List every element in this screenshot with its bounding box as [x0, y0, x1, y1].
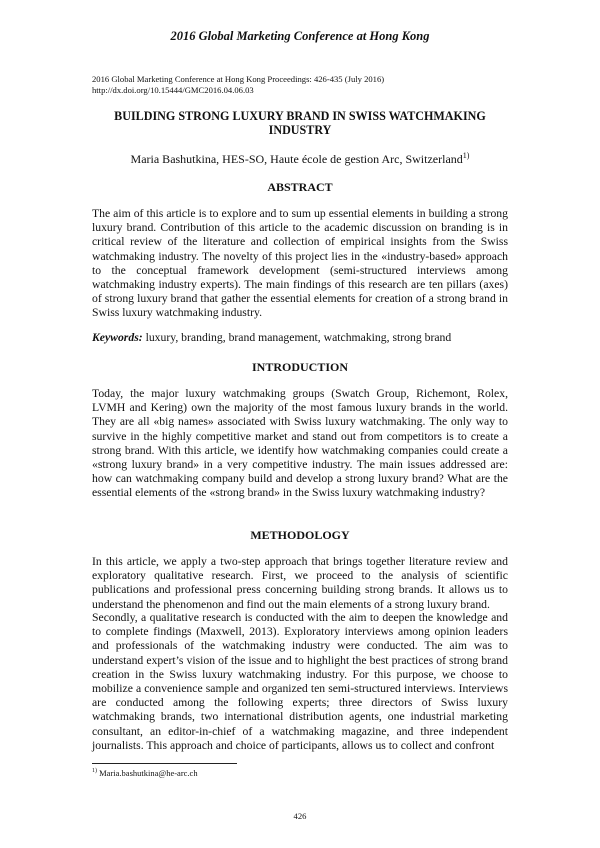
keywords-line [92, 331, 508, 345]
footnote-email[interactable]: Maria.bashutkina@he-arc.ch [97, 768, 198, 778]
author-footnote-mark: 1) [462, 151, 470, 160]
methodology-paragraph-2: Secondly, a qualitative research is conducted with the aim to deepen the knowledge and to complete findings (Maxwell, 2013). Exploratory interviews among opinion leaders and professionals of the watchmaking industry were conducted. The aim was to understand expert’s vision of the issue and to highlight the best practices of strong brand creation in the Swiss luxury watchmaking industry. For this purpose, we choose to mobilize a convenience sample and organized ten semi-structured interviews. Interviews are conducted among the following experts; three directors of Swiss luxury watchmaking brands, two international distribution agents, one industrial marketing consultant, an editor-in-chief of a watchmaking magazine, and three independent journalists. This approach and choice of participants, allows us to collect and confront [92, 611, 508, 752]
proceedings-citation: 2016 Global Marketing Conference at Hong Kong Proceedings: 426-435 (July 2016) [92, 74, 385, 84]
paper-title-line-1: BUILDING STRONG LUXURY BRAND IN SWISS WATCHMAKING [114, 109, 486, 123]
proceedings-info [92, 74, 384, 96]
conference-header: 2016 Global Marketing Conference at Hong Kong [170, 29, 430, 43]
methodology-paragraph-1: In this article, we apply a two-step approach that brings together literature review and exploratory qualitative research. First, we proceed to the analysis of scientific publications and professional press concerning building strong brands. It allows us to understand the phenomenon and find out the main elements of a strong luxury brand. [92, 555, 508, 611]
page-number: 426 [293, 811, 307, 821]
footnote [92, 768, 198, 778]
paper-title-line-2: INDUSTRY [268, 123, 332, 137]
footnote-mark: 1) [92, 768, 97, 775]
abstract-heading: ABSTRACT [267, 180, 333, 194]
introduction-text: Today, the major luxury watchmaking groups (Swatch Group, Richemont, Rolex, LVMH and Kering) own the majority of the most famous luxury brands in the world. They are all «big names» associated with Swiss luxury watchmaking. The only way to survive in the highly competitive market and stand out from competitors is to create a strong brand. With this article, we identify how watchmaking companies could create a «strong luxury brand» in a very competitive industry. The main issues addressed are: how can watchmaking company build and develop a strong luxury brand? What are the essential elements of the «strong brand» in the Swiss luxury watchmaking industry? [92, 387, 508, 500]
author-name: Maria Bashutkina, HES-SO, Haute école de gestion Arc, Switzerland [130, 152, 463, 166]
author-line [92, 151, 508, 167]
methodology-heading: METHODOLOGY [250, 528, 350, 542]
keywords-label: Keywords: [92, 331, 143, 344]
keywords-text: luxury, branding, brand management, watchmaking, strong brand [142, 331, 452, 344]
abstract-text: The aim of this article is to explore and to sum up essential elements in building a strong luxury brand. Contribution of this article to the academic discussion on branding is in critical review of the literature and collection of empirical insights from the Swiss watchmaking industry. The novelty of this project lies in the «industry-based» approach to the conceptual framework development (semi-structured interviews among watchmaking industry experts). The main findings of this research are ten pillars (axes) of strong luxury brand that gather the essential elements for creation of a strong brand in Swiss luxury watchmaking industry. [92, 207, 508, 320]
paper-title [92, 109, 508, 137]
footnote-divider [92, 763, 237, 764]
introduction-heading: INTRODUCTION [251, 360, 348, 374]
doi-link[interactable]: http://dx.doi.org/10.15444/GMC2016.04.06.03 [92, 85, 254, 95]
